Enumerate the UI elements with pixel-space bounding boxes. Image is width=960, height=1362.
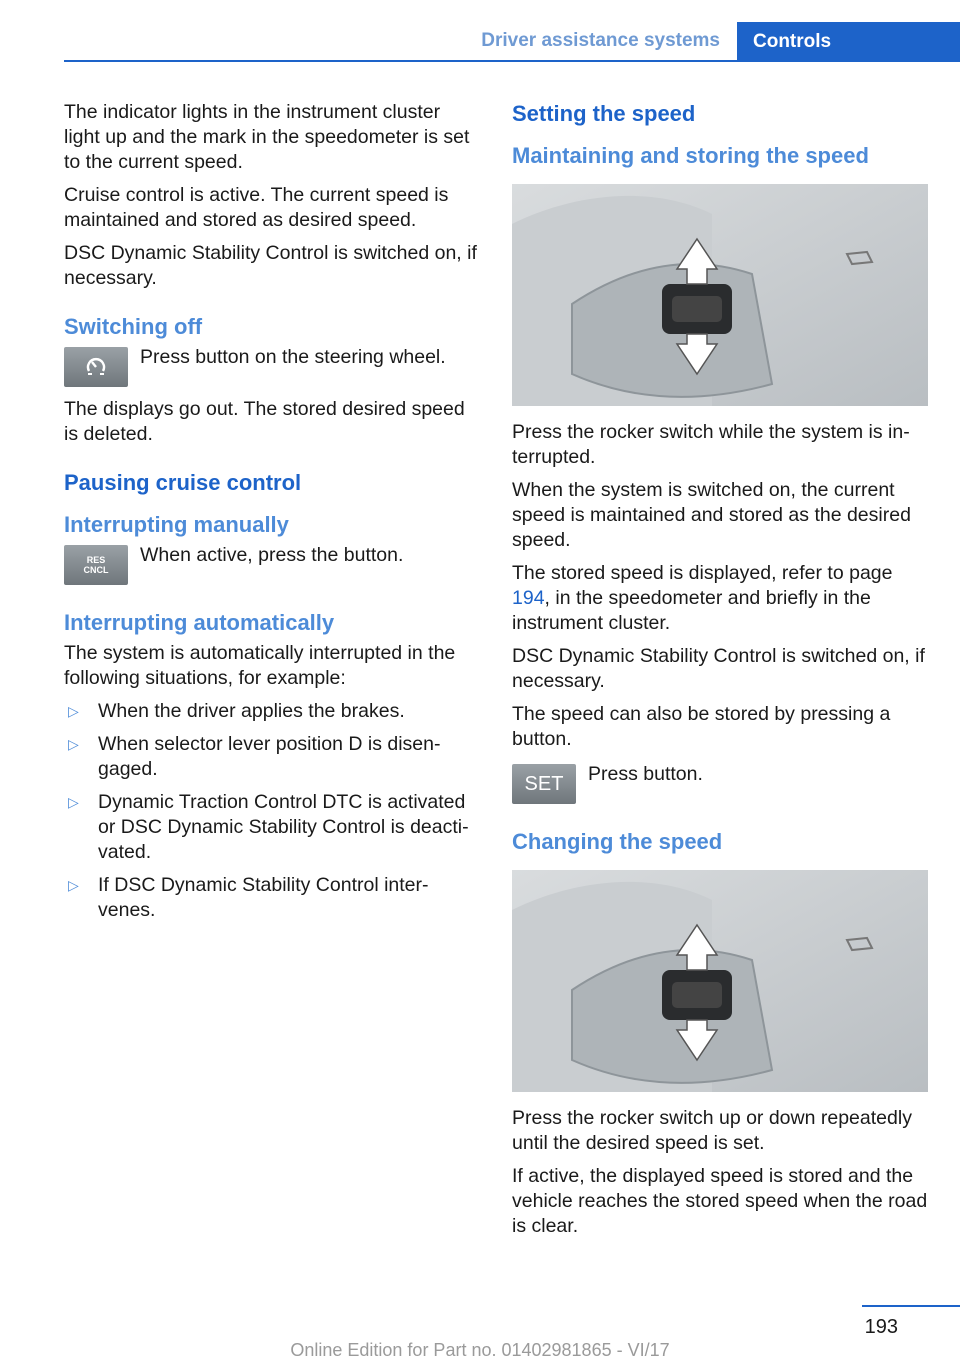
res-cncl-button-icon [64, 545, 128, 585]
list-item: ▷ If DSC Dynamic Stability Control inter‐ venes. [68, 874, 429, 921]
maintaining-paragraph: DSC Dynamic Stability Control is switched on, if necessary. [512, 645, 925, 692]
set-label: SET [524, 772, 564, 795]
intro-paragraph: Cruise control is active. The current speed is maintained and stored as desired speed. [64, 184, 449, 231]
right-column [512, 100, 928, 1247]
heading-maintaining: Maintaining and storing the speed [512, 143, 869, 168]
heading-setting-speed: Setting the speed [512, 101, 696, 126]
manual-instruction: When active, press the button. [140, 544, 404, 566]
bullet-triangle-icon: ▷ [68, 703, 79, 719]
bullet-triangle-icon: ▷ [68, 736, 79, 752]
switch-off-instruction: Press button on the steering wheel. [140, 346, 446, 368]
heading-switching-off: Switching off [64, 314, 203, 339]
heading-changing-speed: Changing the speed [512, 829, 723, 854]
switch-off-row [64, 345, 480, 387]
steering-wheel-rocker-photo [512, 184, 928, 406]
maintaining-paragraph: The speed can also be stored by pressing a button. [512, 703, 891, 750]
bullet-triangle-icon: ▷ [68, 877, 79, 893]
footer-rule [862, 1305, 960, 1307]
auto-intro: The system is automatically interrupted in the following situations, for example: [64, 642, 456, 689]
header-rule [64, 60, 960, 62]
intro-paragraph: DSC Dynamic Stability Control is switched on, if necessary. [64, 242, 477, 289]
switch-off-note: The displays go out. The stored desired speed is deleted. [64, 398, 465, 445]
interrupt-list [64, 699, 480, 923]
page-header [0, 0, 960, 62]
steering-wheel-rocker-photo [512, 870, 928, 1092]
maintaining-paragraph: The stored speed is displayed, refer to page 194, in the speedometer and briefly in the instrument cluster. [512, 562, 893, 634]
page-reference-link[interactable]: 194 [512, 587, 545, 609]
page-number: 193 [864, 1316, 898, 1338]
set-instruction: Press button. [588, 763, 703, 785]
set-button-icon [512, 764, 576, 804]
edition-note: Online Edition for Part no. 01402981865 - VI/17 [290, 1340, 670, 1360]
maintaining-paragraph: When the system is switched on, the current speed is maintained and stored as the desired speed. [512, 479, 911, 551]
res-cncl-row [64, 543, 480, 585]
intro-paragraph: The indicator lights in the instrument cluster light up and the mark in the speedometer is set to the current speed. [64, 101, 470, 173]
chapter-tab: Controls [737, 22, 960, 62]
maintaining-paragraph: Press the rocker switch while the system is in‐ terrupted. [512, 421, 910, 468]
set-button-row [512, 762, 928, 804]
list-item: ▷ When selector lever position D is disen‐ gaged. [68, 733, 441, 780]
changing-paragraph: Press the rocker switch up or down repeatedly until the desired speed is set. [512, 1107, 912, 1154]
list-item: ▷ When the driver applies the brakes. [68, 700, 405, 722]
left-column [64, 100, 480, 931]
section-title: Driver assistance systems [481, 30, 720, 51]
list-item: ▷ Dynamic Traction Control DTC is activated or DSC Dynamic Stability Control is deacti‐ vated. [68, 791, 469, 863]
heading-pausing: Pausing cruise control [64, 470, 302, 495]
res-cncl-label: RES CNCL [83, 555, 109, 575]
heading-interrupting-manually: Interrupting manually [64, 512, 289, 537]
heading-interrupting-automatically: Interrupting automatically [64, 610, 335, 635]
page-footer [0, 1300, 960, 1362]
changing-paragraph: If active, the displayed speed is stored and the vehicle reaches the stored speed when the road is clear. [512, 1165, 928, 1237]
cruise-control-button-icon [64, 347, 128, 387]
bullet-triangle-icon: ▷ [68, 794, 79, 810]
